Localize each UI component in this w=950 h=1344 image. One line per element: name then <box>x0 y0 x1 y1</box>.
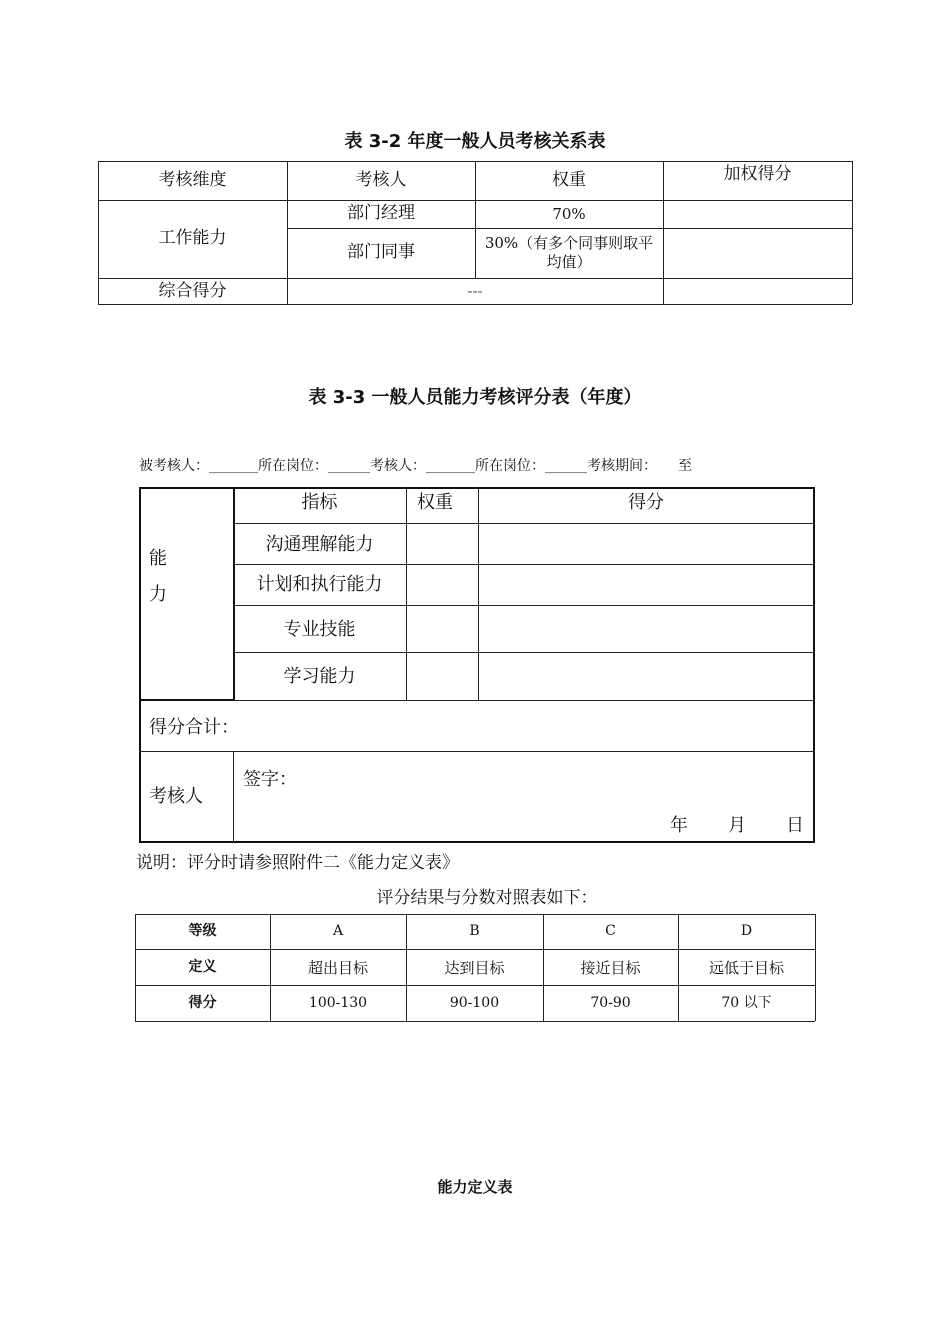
row-label-score: 得分 <box>188 995 217 1012</box>
item-planning: 计划和执行能力 <box>256 574 383 596</box>
grade-d: D <box>740 923 753 940</box>
header-indicator: 指标 <box>301 492 338 514</box>
side-label-ability-1: 能 <box>149 548 167 569</box>
total-score-value: --- <box>467 281 483 300</box>
item-professional-skill: 专业技能 <box>283 618 356 640</box>
table33-title: 表 3-3 一般人员能力考核评分表（年度） <box>308 387 642 408</box>
weight-manager: 70% <box>552 204 586 223</box>
assessor-colleague: 部门同事 <box>347 242 415 263</box>
score-a: 100-130 <box>308 995 368 1012</box>
definition-c: 接近目标 <box>580 958 641 977</box>
header-dimension: 考核维度 <box>158 170 227 191</box>
assessor-manager: 部门经理 <box>347 203 415 224</box>
total-score-label: 综合得分 <box>158 281 227 302</box>
note-text: 说明：评分时请参照附件二《能力定义表》 <box>136 853 459 873</box>
score-d: 70 以下 <box>721 995 772 1012</box>
item-learning: 学习能力 <box>283 665 356 687</box>
date-year: 年 <box>670 815 688 836</box>
signature-label: 签字： <box>243 769 297 790</box>
weight-colleague: 30%（有多个同事则取平均值） <box>484 234 654 271</box>
row-label-grade: 等级 <box>188 923 217 940</box>
grade-c: C <box>605 923 616 940</box>
ability-definition-title: 能力定义表 <box>437 1178 513 1196</box>
side-label-ability-2: 力 <box>149 584 167 605</box>
dimension-work-ability: 工作能力 <box>158 228 227 249</box>
grade-intro: 评分结果与分数对照表如下： <box>376 888 598 908</box>
date-month: 月 <box>728 815 746 836</box>
header-assessor: 考核人 <box>355 170 407 191</box>
assessor-label: 考核人 <box>149 786 203 807</box>
score-b: 90-100 <box>449 995 500 1012</box>
definition-b: 达到目标 <box>444 958 505 977</box>
assessee-info-line: 被考核人：_______所在岗位：______考核人：_______所在岗位：______考核期间： 至 <box>139 458 692 474</box>
header-score: 得分 <box>628 492 664 514</box>
row-label-definition: 定义 <box>188 959 217 976</box>
header-weight: 权重 <box>417 492 453 514</box>
header-weight: 权重 <box>552 170 586 191</box>
header-weighted-score: 加权得分 <box>723 164 792 185</box>
item-communication: 沟通理解能力 <box>265 533 374 555</box>
grade-b: B <box>469 923 480 940</box>
table32-title: 表 3-2 年度一般人员考核关系表 <box>344 131 606 152</box>
score-c: 70-90 <box>590 995 631 1012</box>
grade-a: A <box>332 923 344 940</box>
definition-a: 超出目标 <box>307 958 368 977</box>
subtotal-label: 得分合计： <box>149 717 239 738</box>
definition-d: 远低于目标 <box>708 958 784 977</box>
date-day: 日 <box>786 815 804 836</box>
